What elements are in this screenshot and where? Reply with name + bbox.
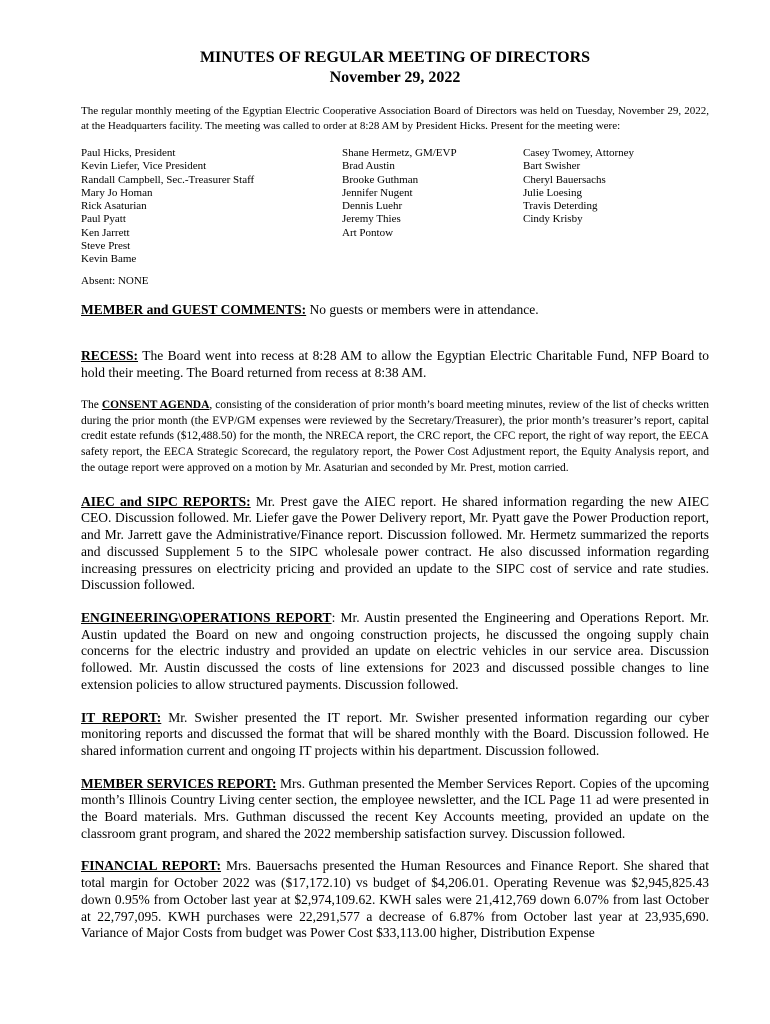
attendee: Art Pontow <box>342 226 394 239</box>
attendee-list <box>81 147 709 267</box>
attendee: Cindy Krisby <box>523 213 583 226</box>
attendee: Shane Hermetz, GM/EVP <box>342 147 457 159</box>
attendee: Kevin Bame <box>81 253 137 266</box>
attendee: Cheryl Bauersachs <box>523 173 606 186</box>
section-heading: AIEC and SIPC REPORTS: <box>81 493 251 509</box>
section-text: The Board went into recess at 8:28 AM to allow the Egyptian Electric Charitable Fund, NFP Board to hold their meeting. The Board returned from recess at 8:38 AM. <box>81 348 709 381</box>
minutes-document <box>81 48 709 942</box>
consent-agenda-section <box>81 398 709 477</box>
attendee: Jennifer Nugent <box>342 186 413 199</box>
attendee: Travis Deterding <box>523 200 598 213</box>
attendee: Kevin Liefer, Vice President <box>81 160 207 173</box>
section-heading: FINANCIAL REPORT: <box>81 858 222 874</box>
engineering-operations-section <box>81 610 709 694</box>
section-text: No guests or members were in attendance. <box>306 301 539 317</box>
attendee: Brad Austin <box>342 160 395 173</box>
attendee: Paul Pyatt <box>81 213 126 226</box>
attendee: Jeremy Thies <box>342 213 401 226</box>
title-line-1: MINUTES OF REGULAR MEETING OF DIRECTORS <box>199 49 591 66</box>
attendee: Rick Asaturian <box>81 200 147 213</box>
aiec-sipc-reports-section <box>81 494 709 594</box>
section-prefix: The <box>81 398 102 411</box>
attendee-column-others <box>523 147 709 267</box>
title-line-2: November 29, 2022 <box>329 69 461 86</box>
attendee: Brooke Guthman <box>342 173 419 186</box>
attendee: Ken Jarrett <box>81 226 130 239</box>
attendee: Randall Campbell, Sec.-Treasurer Staff <box>81 173 255 186</box>
recess-section <box>81 348 709 381</box>
section-heading: CONSENT AGENDA <box>101 398 210 411</box>
absent-line: Absent: NONE <box>81 274 149 287</box>
attendee-column-directors <box>81 147 342 267</box>
financial-report-section <box>81 858 709 942</box>
attendee: Paul Hicks, President <box>81 147 176 159</box>
attendee: Julie Loesing <box>523 186 582 199</box>
section-heading: MEMBER SERVICES REPORT: <box>81 775 277 791</box>
attendee: Steve Prest <box>81 240 131 253</box>
section-text: Mrs. Guthman presented the Member Services Report. Copies of the upcoming month’s Illinois Country Living center section, the employee newsletter, and the ICL Page 11 ad were presented in the Board materials. Mrs. Guthman discussed the recent Key Accounts meeting, provided an update on the classroom grant program, and shared the 2022 membership satisfaction survey. Discussion followed. <box>81 775 709 841</box>
section-heading: IT REPORT: <box>81 709 162 725</box>
section-heading: RECESS: <box>81 348 139 364</box>
member-services-section <box>81 776 709 843</box>
section-text: Mr. Swisher presented the IT report. Mr. Swisher presented information regarding our cyber monitoring reports and discussed the format that will be shared monthly with the Board. Discussion followed. He shared information current and ongoing IT projects within his department. Discussion followed. <box>81 709 709 758</box>
member-comments-section <box>81 302 709 319</box>
attendee: Bart Swisher <box>523 160 581 173</box>
section-heading: ENGINEERING\OPERATIONS REPORT <box>81 609 332 625</box>
attendee: Mary Jo Homan <box>81 186 153 199</box>
section-text: : Mr. Austin presented the Engineering and Operations Report. Mr. Austin updated the Board on new and ongoing construction projects, he discussed the ongoing supply chain concerns for the electric industry and provided an update on electric vehicles in our service area. Discussion followed. Mr. Austin discussed the costs of line extensions for 2023 and discussed possible changes to line extension policies to allow structured payments. Discussion followed. <box>81 609 709 692</box>
section-text: Mrs. Bauersachs presented the Human Resources and Finance Report. She shared that total margin for October 2022 was ($17,172.10) vs budget of $4,206.01. Operating Revenue was $2,945,825.43 down 0.95% from October last year at $2,974,109.62. KWH sales were 21,412,769 down 6.07% from last October at 22,797,095. KWH purchases were 22,291,577 a decrease of 6.87% from October last year at 23,935,690. Variance of Major Costs from budget was Power Cost $33,113.00 higher, Distribution Expense <box>81 858 709 941</box>
attendee-column-staff <box>342 147 523 267</box>
it-report-section <box>81 710 709 760</box>
section-text: , consisting of the consideration of prior month’s board meeting minutes, review of the list of checks written during the prior month (the EVP/GM expenses were reviewed by the Secretary/Treasurer), the prior month’s treasurer’s report, capital credit estate refunds ($12,488.50) for the month, the NRECA report, the CRC report, the CFC report, the right of way report, the EECA safety report, the EECA Strategic Scorecard, the regulatory report, the Power Cost Adjustment report, the Equity Analysis report, and the outage report were approved on a motion by Mr. Asaturian and seconded by Mr. Prest, motion carried. <box>81 398 709 474</box>
intro-paragraph: The regular monthly meeting of the Egyptian Electric Cooperative Association Board of Directors was held on Tuesday, November 29, 2022, at the Headquarters facility. The meeting was called to order at 8:28 AM by President Hicks. Present for the meeting were: <box>81 105 709 132</box>
section-text: Mr. Prest gave the AIEC report. He shared information regarding the new AIEC CEO. Discussion followed. Mr. Liefer gave the Power Delivery report, Mr. Pyatt gave the Power Production report, and Mr. Jarrett gave the Administrative/Finance report. Discussion followed. Mr. Hermetz summarized the reports and discussed Supplement 5 to the SIPC wholesale power contract. He also discussed information regarding increasing pressures on electricity pricing and provided an update to the SIPC cost of service and rate studies. Discussion followed. <box>81 493 709 593</box>
attendee: Dennis Luehr <box>342 200 403 213</box>
attendee: Casey Twomey, Attorney <box>523 147 635 159</box>
section-heading: MEMBER and GUEST COMMENTS: <box>81 301 307 317</box>
